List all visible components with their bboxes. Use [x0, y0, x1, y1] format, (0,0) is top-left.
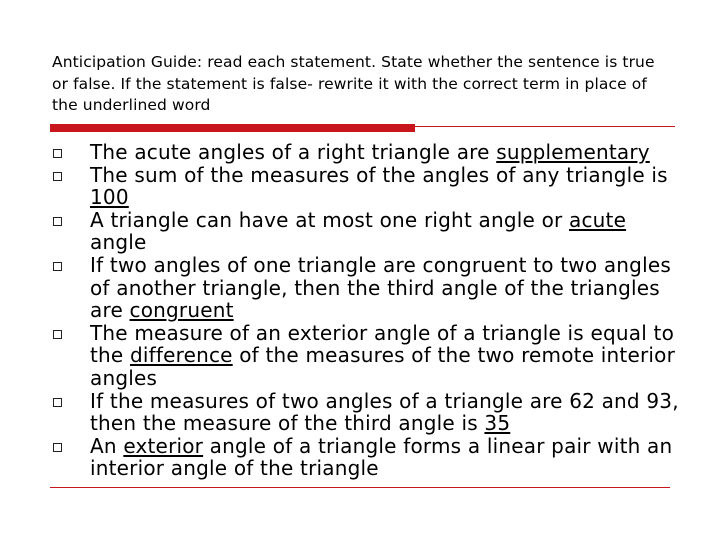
statement-item	[0, 209, 720, 254]
statement-before: An	[90, 433, 124, 458]
hollow-square-bullet-icon	[53, 398, 62, 407]
hollow-square-bullet-icon	[53, 330, 62, 339]
statement-before: If two angles of one triangle are congruent to two angles of another triangle, then the third angle of the triangles are	[90, 252, 671, 323]
statement-text	[90, 254, 680, 322]
statement-before: The measure of an exterior angle of a triangle is equal to the	[90, 320, 675, 368]
statement-after: angle	[90, 230, 147, 255]
underlined-term: 100	[90, 185, 129, 210]
statement-after: of the measures of the two remote interior angles	[90, 343, 675, 390]
hollow-square-bullet-icon	[53, 149, 62, 158]
statement-item	[0, 254, 720, 322]
heading-divider-thick	[50, 124, 415, 132]
hollow-square-bullet-icon	[53, 262, 62, 271]
statement-text	[90, 209, 680, 254]
underlined-term: difference	[129, 343, 233, 368]
underlined-term: exterior	[123, 433, 204, 458]
bottom-divider	[50, 487, 670, 488]
underlined-term: 35	[484, 411, 511, 436]
statement-before: The acute angles of a right triangle are	[90, 140, 497, 164]
hollow-square-bullet-icon	[53, 443, 62, 452]
underlined-term: acute	[569, 207, 627, 232]
hollow-square-bullet-icon	[53, 172, 62, 181]
statement-before: If the measures of two angles of a triangle are 62 and 93, then the measure of the third angle is	[90, 388, 679, 436]
statement-item	[0, 141, 720, 164]
underlined-term: congruent	[129, 298, 234, 323]
hollow-square-bullet-icon	[53, 217, 62, 226]
statement-before: The sum of the measures of the angles of any triangle is	[90, 162, 668, 187]
statement-list	[0, 141, 720, 480]
statement-text	[90, 435, 680, 480]
statement-item	[0, 435, 720, 480]
heading-divider-thin	[415, 126, 675, 127]
instructions-heading: Anticipation Guide: read each statement. State whether the sentence is true or false. If the statement is false- rewrite it with the correct term in place of the underlined word	[52, 53, 655, 114]
statement-item	[0, 390, 720, 435]
statement-item	[0, 164, 720, 209]
statement-text	[90, 322, 680, 390]
statement-text	[90, 164, 680, 209]
statement-before: A triangle can have at most one right angle or	[90, 207, 569, 232]
statement-after: angle of a triangle forms a linear pair with an interior angle of the triangle	[90, 433, 673, 481]
statement-text	[90, 390, 680, 435]
underlined-term: supplementary	[496, 140, 650, 164]
statement-item	[0, 322, 720, 390]
statement-text	[90, 141, 680, 164]
